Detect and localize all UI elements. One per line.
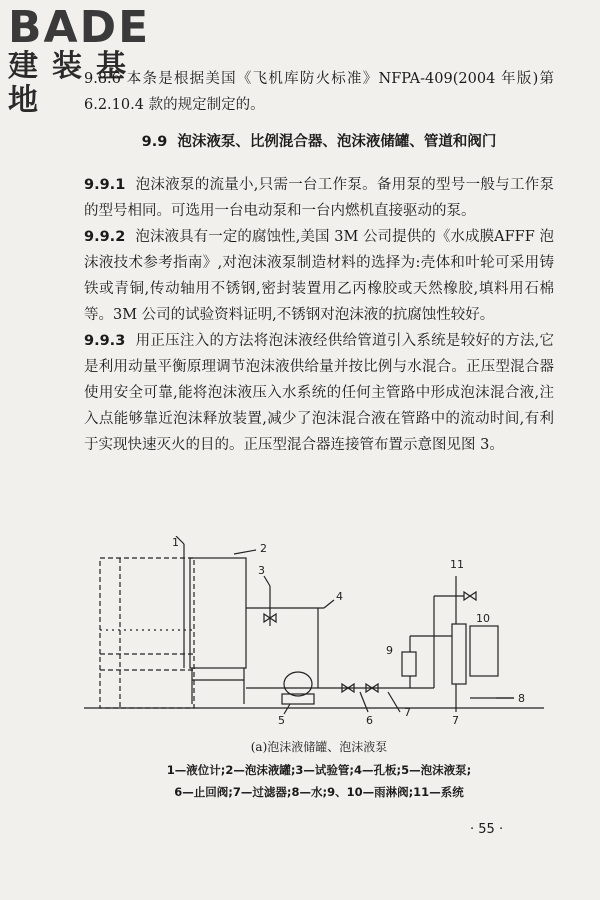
legend-line-2: 6—止回阀;7—过滤器;8—水;9、10—雨淋阀;11—系统 <box>174 785 464 799</box>
figure-caption: (a)泡沫液储罐、泡沫液泵 <box>250 740 388 754</box>
paragraph-9-9-2 <box>84 224 554 328</box>
diagram-label: 9 <box>386 644 393 657</box>
body-text <box>84 172 554 458</box>
diagram-label: 10 <box>476 612 490 625</box>
clause-text: 泡沫液泵的流量小,只需一台工作泵。备用泵的型号一般与工作泵的型号相同。可选用一台电动泵和一台内燃机直接驱动的泵。 <box>84 177 554 219</box>
logo-subtitle: 建装基地 <box>8 49 140 118</box>
piping-diagram <box>84 536 554 760</box>
diagram-label: 4 <box>336 590 343 603</box>
diagram-label: 6 <box>366 714 373 727</box>
diagram-label: 8 <box>518 692 525 705</box>
clause-number: 9.9.2 <box>84 229 126 245</box>
diagram-label: 3 <box>258 564 265 577</box>
page-number: · 55 · <box>470 822 504 837</box>
diagram-label: 1 <box>172 536 179 549</box>
paragraph-9-9-3 <box>84 328 554 458</box>
foam-pump <box>284 672 312 696</box>
deluge-valve-9 <box>402 652 416 676</box>
legend-line-1: 1—液位计;2—泡沫液罐;3—试验管;4—孔板;5—泡沫液泵; <box>166 763 472 777</box>
deluge-valve-10 <box>452 624 466 684</box>
section-title: 泡沫液泵、比例混合器、泡沫液储罐、管道和阀门 <box>177 134 497 150</box>
diagram-label: 5 <box>278 714 285 727</box>
clause-text: 用正压注入的方法将泡沫液经供给管道引入系统是较好的方法,它是利用动量平衡原理调节泡沫液供给量并按比例与水混合。正压型混合器使用安全可靠,能将泡沫液压入水系统的任何主管路中形成泡沫混合液,注入点能够靠近泡沫释放装置,减少了泡沫混合液在管路中的流动时间,有利于实现快速灭火的目的。正压型混合器连接管布置示意图见图 3。 <box>84 333 554 453</box>
logo-word: BADE <box>8 2 151 53</box>
section-number: 9.9 <box>141 134 168 150</box>
diagram-label: 7 <box>404 706 411 719</box>
intro-paragraph <box>84 66 554 118</box>
intro-text: 9.8.6 本条是根据美国《飞机库防火标准》NFPA-409(2004 年版)第 6.2.10.4 款的规定制定的。 <box>84 71 554 113</box>
diagram-label: 11 <box>450 558 464 571</box>
clause-number: 9.9.3 <box>84 333 126 349</box>
dashed-tank-outline <box>100 558 194 708</box>
paragraph-9-9-1 <box>84 172 554 224</box>
section-heading <box>84 130 554 151</box>
foam-tank <box>190 558 246 668</box>
diagram-label: 2 <box>260 542 267 555</box>
clause-number: 9.9.1 <box>84 177 126 193</box>
diagram-label: 7 <box>452 714 459 727</box>
clause-text: 泡沫液具有一定的腐蚀性,美国 3M 公司提供的《水成膜AFFF 泡沫液技术参考指南》,对泡沫液泵制造材料的选择为:壳体和叶轮可采用铸铁或青铜,传动轴用不锈钢,密封装置用乙丙橡胶或天然橡胶,填料用石棉等。3M 公司的试验资料证明,不锈钢对泡沫液的抗腐蚀性较好。 <box>84 229 554 323</box>
